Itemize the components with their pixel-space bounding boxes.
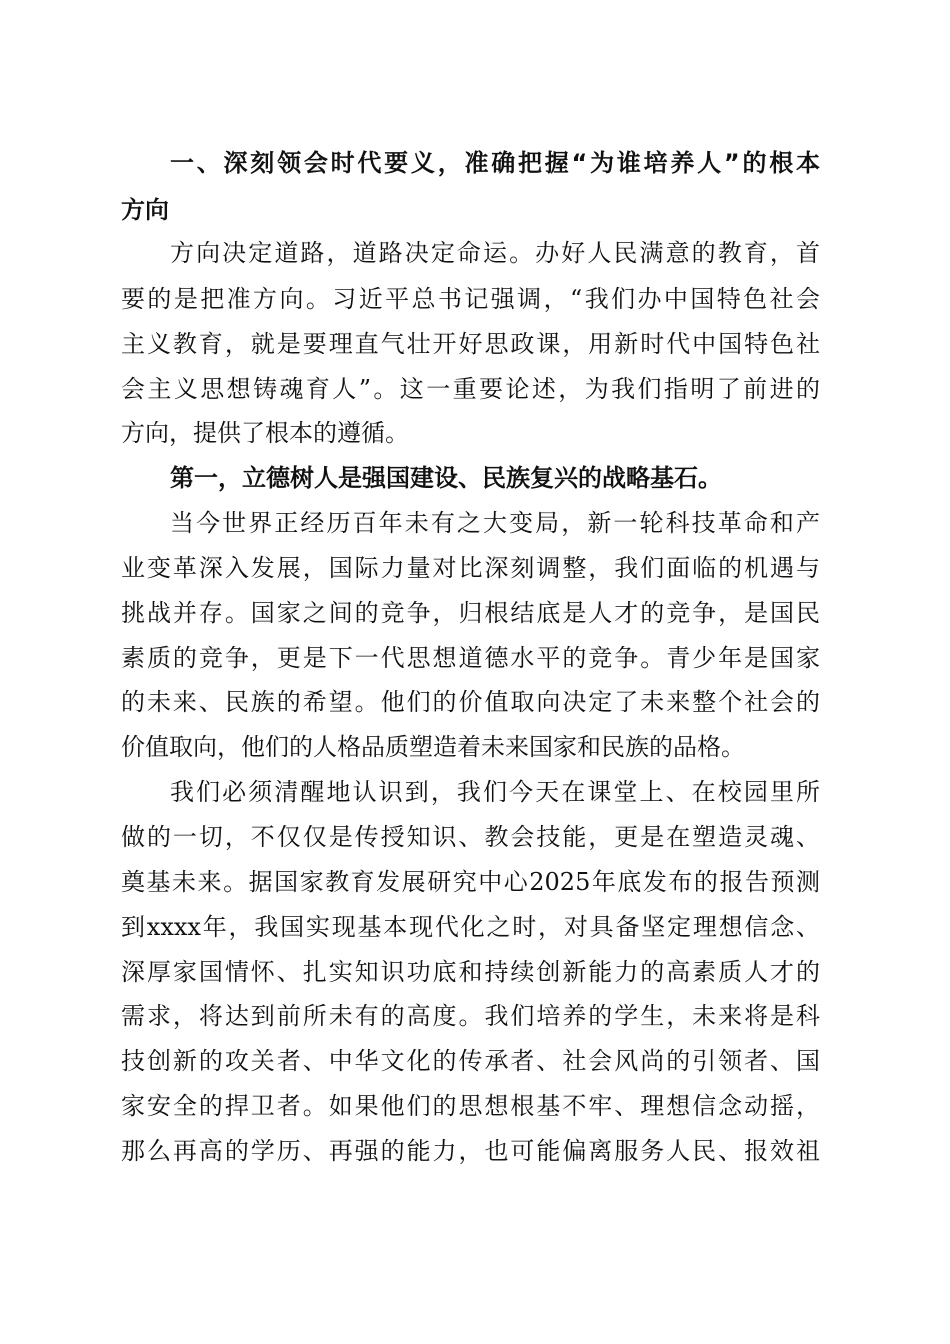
paragraph-2-line-2: 业变革深入发展，国际力量对比深刻调整，我们面临的机遇与	[121, 554, 820, 582]
paragraph-2-line-5: 的未来、民族的希望。他们的价值取向决定了未来整个社会的	[121, 688, 820, 716]
paragraph-1-line-4: 会主义思想铸魂育人”。这一重要论述，为我们指明了前进的	[121, 375, 820, 403]
paragraph-3-line-9: 那么再高的学历、再强的能力，也可能偏离服务人民、报效祖	[121, 1137, 820, 1165]
paragraph-3-line-6: 需求，将达到前所未有的高度。我们培养的学生，未来将是科	[121, 1002, 820, 1030]
paragraph-1-line-3: 主义教育，就是要理直气壮开好思政课，用新时代中国特色社	[121, 330, 820, 358]
paragraph-1-line-1: 方向决定道路，道路决定命运。办好人民满意的教育，首	[170, 239, 820, 267]
paragraph-1-line-5: 方向，提供了根本的遵循。	[121, 419, 409, 447]
paragraph-2-line-4: 素质的竞争，更是下一代思想道德水平的竞争。青少年是国家	[121, 644, 820, 672]
paragraph-3-line-4: 到xxxx年，我国实现基本现代化之时，对具备坚定理想信念、	[121, 913, 820, 941]
paragraph-2-line-6: 价值取向，他们的人格品质塑造着未来国家和民族的品格。	[121, 733, 745, 761]
paragraph-2-line-3: 挑战并存。国家之间的竞争，归根结底是人才的竞争，是国民	[121, 599, 820, 627]
paragraph-3-line-2: 做的一切，不仅仅是传授知识、教会技能，更是在塑造灵魂、	[121, 823, 820, 851]
subheading-first-point: 第一，立德树人是强国建设、民族复兴的战略基石。	[170, 464, 722, 492]
paragraph-3-line-1: 我们必须清醒地认识到，我们今天在课堂上、在校园里所	[170, 778, 820, 806]
section-heading-line-1: 一、深刻领会时代要义，准确把握“为谁培养人”的根本	[170, 149, 820, 177]
paragraph-3-line-3: 奠基未来。据国家教育发展研究中心2025年底发布的报告预测	[121, 868, 820, 896]
section-heading-line-2: 方向	[121, 196, 169, 224]
paragraph-3-line-5: 深厚家国情怀、扎实知识功底和持续创新能力的高素质人才的	[121, 958, 820, 986]
paragraph-3-line-7: 技创新的攻关者、中华文化的传承者、社会风尚的引领者、国	[121, 1047, 820, 1075]
paragraph-1-line-2: 要的是把准方向。习近平总书记强调，“我们办中国特色社会	[121, 285, 820, 313]
paragraph-3-line-8: 家安全的捍卫者。如果他们的思想根基不牢、理想信念动摇，	[121, 1092, 820, 1120]
paragraph-2-line-1: 当今世界正经历百年未有之大变局，新一轮科技革命和产	[170, 509, 820, 537]
